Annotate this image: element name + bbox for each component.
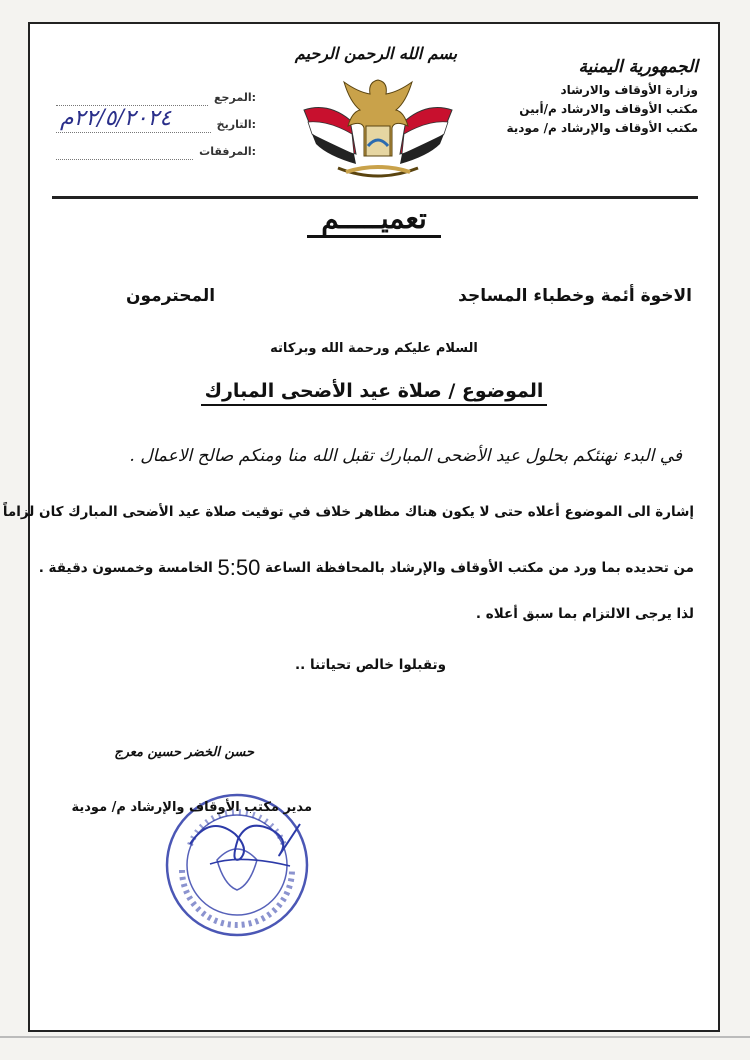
subject-text: الموضوع / صلاة عيد الأضحى المبارك [201, 380, 548, 406]
greeting: السلام عليكم ورحمة الله وبركاته [270, 341, 478, 356]
yemen-eagle-emblem [298, 72, 458, 190]
letter-page [2, 22, 720, 1032]
paragraph-2-end: الخامسة وخمسون دقيقة . [38, 560, 213, 576]
paragraph-2 [39, 555, 694, 581]
date-value: ٢٢/٥/٢٠٢٤م [60, 106, 172, 131]
date-row [56, 106, 256, 138]
ref-label: المرجع: [214, 91, 256, 104]
handwritten-greeting: في البدء نهنئكم بحلول عيد الأضحى المبارك تقبل الله منا ومنكم صالح الاعمال . [129, 446, 682, 466]
prayer-time: 5:50 [217, 555, 261, 580]
header-divider [52, 196, 698, 199]
office-mudia: مكتب الأوقاف والإرشاد م/ مودية [506, 121, 698, 135]
closing: وتقبلوا خالص تحياتنا .. [295, 657, 446, 673]
paragraph-2-start: من تحديده بما ورد من مكتب الأوقاف والإرشاد بالمحافظة الساعة [265, 560, 694, 576]
title-text: تعميـــــم [307, 202, 441, 238]
date-label: التاريخ: [216, 118, 256, 131]
signatory-title: مدير مكتب الأوقاف والإرشاد م/ مودية [71, 800, 312, 815]
basmala: بسم الله الرحمن الرحيم [294, 44, 458, 63]
republic-name: الجمهورية اليمنية [578, 57, 698, 77]
addressee-line [56, 286, 692, 306]
signatory-name: حسن الخضر حسين معرج [114, 745, 254, 760]
attachments-label: المرفقات: [199, 145, 256, 158]
ministry-name: وزارة الأوقاف والارشاد [560, 83, 698, 97]
ref-line [56, 89, 208, 106]
office-abyan: مكتب الأوقاف والارشاد م/أبين [519, 102, 698, 116]
reference-block [56, 84, 256, 165]
issuer-block [468, 58, 698, 138]
subject-line [30, 380, 718, 402]
paragraph-3: لذا يرجى الالتزام بما سبق أعلاه . [475, 606, 694, 622]
attachments-row [56, 138, 256, 165]
addressee: الاخوة أئمة وخطباء المساجد [458, 286, 692, 306]
document-title [30, 202, 718, 235]
page-bottom-edge [0, 1036, 750, 1038]
date-line [56, 106, 211, 133]
respected-label: المحترمون [126, 286, 216, 306]
attachments-line [56, 143, 193, 160]
paragraph-1: إشارة الى الموضوع أعلاه حتى لا يكون هناك مظاهر خلاف في توقيت صلاة عيد الأضحى المبارك كان لزاماً [2, 504, 694, 520]
